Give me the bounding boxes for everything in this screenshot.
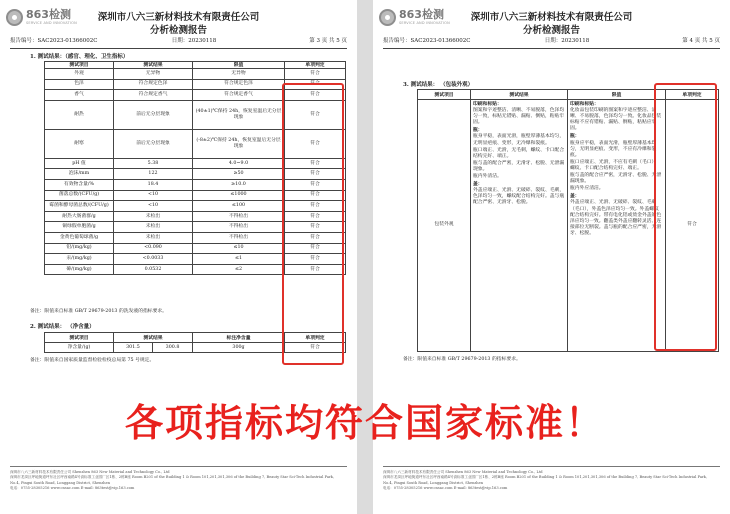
footer-line: 深圳市龙岗区坪地街道坪东社区坪西南路4号高标准工业园厂区1栋、2栋B座 Room B201 of the Building 1 & Room 101,201,301,306 of the Building 7, Beauty Star Sci-Tech Industrial Park, (10, 475, 335, 480)
table-cell: 4.0~9.0 (193, 158, 285, 169)
table-cell: 铅/(mg/kg) (45, 243, 114, 254)
column-header: 标注净含量 (193, 333, 285, 343)
table-cell: 耐热 (45, 100, 114, 129)
result-cell (471, 100, 568, 352)
report-meta (383, 37, 720, 45)
report-number: 报告编号：SAC2023-01366002C (10, 38, 98, 44)
table-cell: <0.090 (114, 243, 193, 254)
table-cell: 0.0532 (114, 264, 193, 275)
section-1-title: 1. 测试结果：（感官、理化、卫生指标） (30, 54, 129, 60)
table-cell: <0.0033 (114, 254, 193, 265)
table-cell: 菌落总数/(CFU/g) (45, 190, 114, 201)
table-cell: ≤100 (193, 201, 285, 212)
table-cell: 铜绿假单胞菌/g (45, 222, 114, 233)
logo-name: 863检测 (26, 8, 71, 21)
table-cell: 符合 (285, 169, 346, 180)
report-meta (10, 37, 347, 45)
text-block: 印刷和标贴： (570, 101, 599, 107)
column-header: 单项判定 (666, 90, 719, 100)
table-cell: <10 (114, 201, 193, 212)
table-cell: 未检出 (114, 232, 193, 243)
logo-subtitle: SERVICE AND INNOVATION (26, 21, 77, 25)
table-cell: 砷/(mg/kg) (45, 264, 114, 275)
header-rule (10, 48, 347, 49)
text-block: 印刷和标贴： (473, 101, 502, 107)
table-cell: 符合 (285, 79, 346, 90)
table-cell: 前后无分层现象 (114, 100, 193, 129)
table-cell: 符合规定香气 (193, 90, 285, 101)
table-cell: 符合 (285, 232, 346, 243)
text-block: 瓶： (473, 127, 483, 134)
text-block: 瓶与盖的配合应严密，无滑牙、松脱、无泄漏现象。 (570, 173, 662, 185)
table-cell: ≥10.0 (193, 179, 285, 190)
text-block: 外盖应端正、光滑、无破碎、裂纹、毛刺（毛口），外盖色泽应均匀一致。外盖螺纹配合结构完好。带有电化铝或烫金外盖的色泽应均匀一致。翻盖类外盖应翻转灵活、连接部位无断裂。盖与瓶的配合应严密，无滑牙、松脱。 (570, 200, 662, 236)
table-cell: 符合 (285, 243, 346, 254)
table-cell: 色泽 (45, 79, 114, 90)
table-cell: 符合 (285, 69, 346, 80)
page-number: 第 3 页 共 5 页 (309, 38, 347, 44)
text-block: 瓶内外应清洁。 (570, 186, 604, 192)
company-name: 深圳市八六三新材料技术有限责任公司 (97, 12, 260, 23)
report-date: 日期：20230118 (171, 38, 217, 44)
table-cell: 符合 (285, 222, 346, 233)
note-3: 备注：限值来自标准 GB/T 29679-2013 的指标要求。 (403, 357, 521, 362)
text-block: 瓶身应平稳，表面光滑，瓶壁厚薄基本均匀，无明显疤痕、变形，不应有冷爆和裂痕。 (570, 140, 657, 158)
table-cell: 5.38 (114, 158, 193, 169)
table-cell: 符合 (285, 211, 346, 222)
column-header: 测试项目 (45, 333, 114, 343)
table-cell: 净含量/(g) (45, 343, 114, 353)
table-cell: pH 值 (45, 158, 114, 169)
table-cell: 符合 (285, 100, 346, 129)
table-cell: 不得检出 (193, 222, 285, 233)
headline-banner: 各项指标均符合国家标准！ (124, 401, 605, 445)
header-rule (383, 48, 720, 49)
text-block: 图案和字迹整洁、清晰、不易脱落，色泽均匀一致，标贴无错贴、漏贴、倒贴，粘贴牢固。 (473, 108, 565, 126)
table-cell: 未检出 (114, 222, 193, 233)
table-row (45, 69, 346, 80)
table-cell: 符合规定色泽 (193, 79, 285, 90)
report-title: 分析检测报告 (149, 25, 207, 36)
text-block: 瓶与盖的配合严密，无滑牙、松脱、无泄漏现象。 (473, 160, 565, 172)
column-header: 单项判定 (285, 62, 346, 69)
table-cell: 前后无分层现象 (114, 129, 193, 158)
table-cell: (-8±2)℃保持 24h，恢复室温后无分层现象 (193, 129, 285, 158)
page-footer (10, 466, 347, 492)
table-cell: 无异物 (114, 69, 193, 80)
table-cell: 300g (193, 343, 285, 353)
footer-line: 电话：0755-28305216 www.cnsac.com E-mail: 863test@vip.163.com (383, 486, 508, 491)
table-cell: 301.5 (114, 343, 153, 353)
report-title: 分析检测报告 (522, 25, 580, 36)
footer-line: No.4, Pingxi South Road, Longgang District, Shenzhen (383, 480, 484, 485)
table-cell: 300.8 (153, 343, 193, 353)
test-item-cell: 包装外观 (418, 100, 471, 352)
column-header: 限值 (568, 90, 666, 100)
table-cell: 无异物 (193, 69, 285, 80)
table-cell: 汞/(mg/kg) (45, 254, 114, 265)
company-name: 深圳市八六三新材料技术有限责任公司 (470, 12, 633, 23)
verdict-highlight-box (654, 83, 717, 351)
report-number: 报告编号：SAC2023-01366002C (383, 38, 471, 44)
page-number: 第 4 页 共 5 页 (682, 38, 720, 44)
table-cell: 耐热大肠菌群/g (45, 211, 114, 222)
footer-line: No.4, Pingxi South Road, Longgang District, Shenzhen (10, 480, 111, 485)
text-block: 盖： (570, 193, 580, 200)
text-block: 瓶口应端正、光滑，不应有毛刺（毛口），螺纹、卡口配合结构完好、端正。 (570, 159, 659, 171)
table-cell: 符合 (285, 179, 346, 190)
table-cell: (40±1)℃保持 24h，恢复室温后无分层现象 (193, 100, 285, 129)
footer-line: 深圳市八六三新材料技术有限责任公司 Shenzhen 863 New Material and Technology Co., Ltd (10, 470, 170, 474)
column-header: 测试结果 (114, 62, 193, 69)
table-cell: 外观 (45, 69, 114, 80)
table-cell: 香气 (45, 90, 114, 101)
logo-name: 863检测 (399, 8, 444, 21)
table-cell: ≤10 (193, 243, 285, 254)
section-3-title: 3. 测试结果： （包装外观） (403, 82, 474, 88)
column-header: 测试项目 (418, 90, 471, 100)
column-header: 测试结果 (471, 90, 568, 100)
column-header: 测试项目 (45, 62, 114, 69)
table-cell: 符合 (285, 129, 346, 158)
limit-cell (568, 100, 666, 352)
table-cell: ≤1 (193, 254, 285, 265)
table-cell: 泡沫/mm (45, 169, 114, 180)
note-2: 备注：限值来自国家质量监督检验检疫总局第 75 号规定。 (30, 358, 155, 363)
footer-line: 深圳市龙岗区坪地街道坪东社区坪西南路4号高标准工业园厂区1栋、2栋B座 Room B201 of the Building 1 & Room 101,201,301,306 of the Building 7, Beauty Star Sci-Tech Industrial Park, (383, 475, 708, 480)
column-header: 测试结果 (114, 333, 193, 343)
table-cell: 符合 (285, 90, 346, 101)
text-block: 外盖应端正、光滑、无破碎、裂纹、毛刺，色泽均匀一致，螺纹配合结构完好。盖与瓶配合严密、无滑牙、松脱。 (473, 188, 565, 206)
page-footer (383, 466, 720, 492)
table-cell: <10 (114, 190, 193, 201)
section-2-title: 2. 测试结果： （净含量） (30, 324, 95, 330)
column-header: 限值 (193, 62, 285, 69)
verdict-cell: 符合 (666, 100, 719, 352)
table-cell: ≤1000 (193, 190, 285, 201)
text-block: 化妆品包装印刷的图案和字迹应整洁、清晰、不易脱落，色泽均匀一致。化妆品包装标贴不应有错贴、漏贴、倒贴，粘贴应牢固。 (570, 108, 662, 132)
table-cell: 18.4 (114, 179, 193, 190)
table-cell: 符合规定香气 (114, 90, 193, 101)
table-cell: 符合 (285, 158, 346, 169)
table-cell: 霉菌和酵母菌总数/(CFU/g) (45, 201, 114, 212)
table-cell: 符合 (285, 190, 346, 201)
text-block: 瓶： (570, 133, 580, 140)
column-header: 单项判定 (285, 333, 346, 343)
table-cell: 不得检出 (193, 211, 285, 222)
text-block: 盖： (473, 181, 483, 188)
table-cell: 符合 (285, 201, 346, 212)
table-cell: 符合规定色泽 (114, 79, 193, 90)
table-cell: ≥50 (193, 169, 285, 180)
table-cell: 符合 (285, 343, 346, 353)
footer-line: 深圳市八六三新材料技术有限责任公司 Shenzhen 863 New Material and Technology Co., Ltd (383, 470, 543, 474)
report-date: 日期：20230118 (544, 38, 590, 44)
table-cell: ≤2 (193, 264, 285, 275)
text-block: 瓶口端正、光滑，无毛刺，螺纹、卡口配合结构完好、端正。 (473, 147, 565, 159)
table-cell: 不得检出 (193, 232, 285, 243)
table-cell: 有效物含量/% (45, 179, 114, 190)
note-1: 备注：限值来自标准 GB/T 29679-2013 的洗发液的指标要求。 (30, 309, 167, 314)
table-cell: 耐寒 (45, 129, 114, 158)
text-block: 瓶内外清洁。 (473, 174, 502, 180)
footer-line: 电话：0755-28305216 www.cnsac.com E-mail: 863test@vip.163.com (10, 486, 135, 491)
table-cell: 符合 (285, 254, 346, 265)
table-cell: 未检出 (114, 211, 193, 222)
text-block: 瓶身平稳，表面光滑，瓶壁厚薄基本均匀，无明显疤痕、变形，无冷爆和裂痕。 (473, 134, 565, 146)
table-cell: 金黄色葡萄球菌/g (45, 232, 114, 243)
verdict-highlight-box (282, 83, 344, 365)
logo-subtitle: SERVICE AND INNOVATION (399, 21, 450, 25)
table-cell: 122 (114, 169, 193, 180)
table-cell: 符合 (285, 264, 346, 275)
